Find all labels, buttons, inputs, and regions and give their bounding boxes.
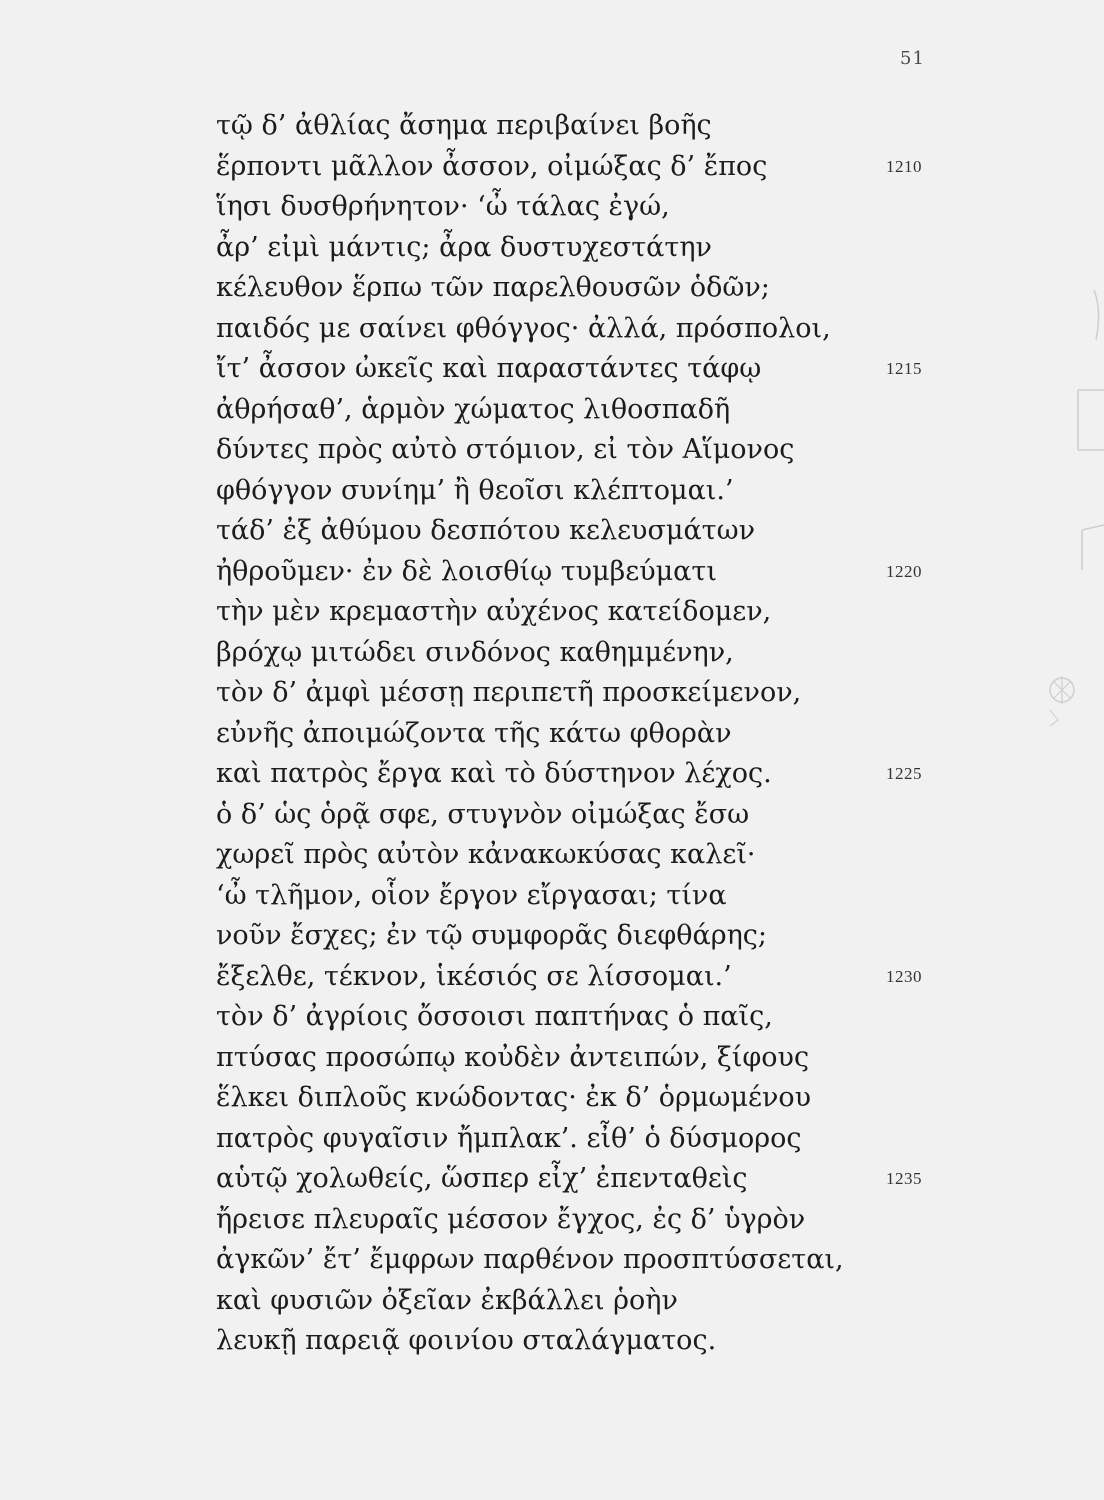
verse-line	[216, 1038, 956, 1079]
verse-line	[216, 309, 956, 350]
verse-line	[216, 1078, 956, 1119]
verse-text: πατρὸς φυγαῖσιν ἤμπλακ’. εἶθ’ ὁ δύσμορος	[216, 1122, 802, 1154]
verse-text: πτύσας προσώπῳ κοὐδὲν ἀντειπών, ξίφους	[216, 1041, 810, 1073]
verse-text: ἠθροῦμεν· ἐν δὲ λοισθίῳ τυμβεύματι	[216, 555, 717, 587]
verse-text: παιδός με σαίνει φθόγγος· ἀλλά, πρόσπολοι,	[216, 312, 831, 344]
verse-line	[216, 1159, 956, 1200]
verse-text: ἕλκει διπλοῦς κνώδοντας· ἐκ δ’ ὁρμωμένου	[216, 1082, 812, 1113]
verse-text: φθόγγον συνίημ’ ἢ θεοῖσι κλέπτομαι.’	[216, 474, 734, 506]
verse-text: ἵησι δυσθρήνητον· ‘ὦ τάλας ἐγώ,	[216, 191, 670, 222]
verse-line	[216, 957, 956, 998]
verse-text: τῷ δ’ ἀθλίας ἄσημα περιβαίνει βοῆς	[216, 110, 712, 141]
line-number: 1235	[886, 1169, 922, 1188]
verse-line	[216, 471, 956, 512]
verse-line	[216, 714, 956, 755]
verse-text: λευκῇ παρειᾷ φοινίου σταλάγματος.	[216, 1325, 717, 1356]
verse-line	[216, 390, 956, 431]
verse-line	[216, 916, 956, 957]
verse-text: νοῦν ἔσχες; ἐν τῷ συμφορᾶς διεφθάρης;	[216, 920, 768, 951]
verse-text: εὐνῆς ἀποιμώζοντα τῆς κάτω φθορὰν	[216, 717, 732, 749]
verse-line	[216, 228, 956, 269]
verse-line	[216, 876, 956, 917]
verse-text: χωρεῖ πρὸς αὐτὸν κἀνακωκύσας καλεῖ·	[216, 839, 756, 870]
verse-text: ‘ὦ τλῆμον, οἷον ἔργον εἴργασαι; τίνα	[216, 879, 727, 911]
verse-line	[216, 835, 956, 876]
verse-text: αὑτῷ χολωθείς, ὥσπερ εἶχ’ ἐπενταθεὶς	[216, 1163, 748, 1194]
verse-text: τὴν μὲν κρεμαστὴν αὐχένος κατείδομεν,	[216, 596, 772, 627]
line-number: 1220	[886, 561, 922, 581]
verse-line	[216, 511, 956, 552]
verse-text: τὸν δ’ ἀγρίοις ὄσσοισι παπτήνας ὁ παῖς,	[216, 1001, 773, 1032]
line-number: 1215	[886, 359, 922, 378]
verse-text: τάδ’ ἐξ ἀθύμου δεσπότου κελευσμάτων	[216, 515, 756, 546]
verse-line	[216, 754, 956, 795]
verse-text: κέλευθον ἕρπω τῶν παρελθουσῶν ὁδῶν;	[216, 272, 770, 303]
verse-line	[216, 106, 956, 147]
verse-text: ἤρεισε πλευραῖς μέσσον ἔγχος, ἐς δ’ ὑγρὸν	[216, 1203, 806, 1235]
verse-text: ἔξελθε, τέκνον, ἱκέσιός σε λίσσομαι.’	[216, 960, 732, 992]
line-number: 1210	[886, 156, 922, 176]
verse-text: ἀγκῶν’ ἔτ’ ἔμφρων παρθένον προσπτύσσεται,	[216, 1244, 844, 1275]
verse-line	[216, 268, 956, 309]
verse-line	[216, 592, 956, 633]
verse-text: τὸν δ’ ἀμφὶ μέσσῃ περιπετῆ προσκείμενον,	[216, 677, 802, 708]
verse-line	[216, 147, 956, 188]
verse-line	[216, 633, 956, 674]
line-number: 1230	[886, 966, 922, 986]
verse-text: ἆρ’ εἰμὶ μάντις; ἆρα δυστυχεστάτην	[216, 231, 712, 263]
verse-line	[216, 795, 956, 836]
verse-text: δύντες πρὸς αὐτὸ στόμιον, εἰ τὸν Αἵμονος	[216, 434, 795, 465]
verse-line	[216, 349, 956, 390]
verse-text: ἀθρήσαθ’, ἁρμὸν χώματος λιθοσπαδῆ	[216, 393, 731, 425]
margin-pencil-marks	[1044, 250, 1104, 770]
line-number: 1225	[886, 764, 922, 783]
verse-text: βρόχῳ μιτώδει σινδόνος καθημμένην,	[216, 636, 734, 668]
verse-line	[216, 187, 956, 228]
verse-line	[216, 997, 956, 1038]
verse-line	[216, 1200, 956, 1241]
verse-line	[216, 1240, 956, 1281]
verse-text: ἕρποντι μᾶλλον ἆσσον, οἰμώξας δ’ ἔπος	[216, 150, 768, 182]
verse-line	[216, 1281, 956, 1322]
verse-block	[216, 106, 956, 1362]
verse-text: ἴτ’ ἆσσον ὠκεῖς καὶ παραστάντες τάφῳ	[216, 353, 762, 384]
verse-text: καὶ φυσιῶν ὀξεῖαν ἐκβάλλει ῥοὴν	[216, 1284, 678, 1316]
verse-line	[216, 673, 956, 714]
verse-text: ὁ δ’ ὡς ὁρᾷ σφε, στυγνὸν οἰμώξας ἔσω	[216, 798, 750, 830]
verse-line	[216, 552, 956, 593]
page-number: 51	[900, 48, 925, 69]
verse-line	[216, 1119, 956, 1160]
verse-line	[216, 430, 956, 471]
verse-line	[216, 1321, 956, 1362]
verse-text: καὶ πατρὸς ἔργα καὶ τὸ δύστηνον λέχος.	[216, 758, 772, 789]
